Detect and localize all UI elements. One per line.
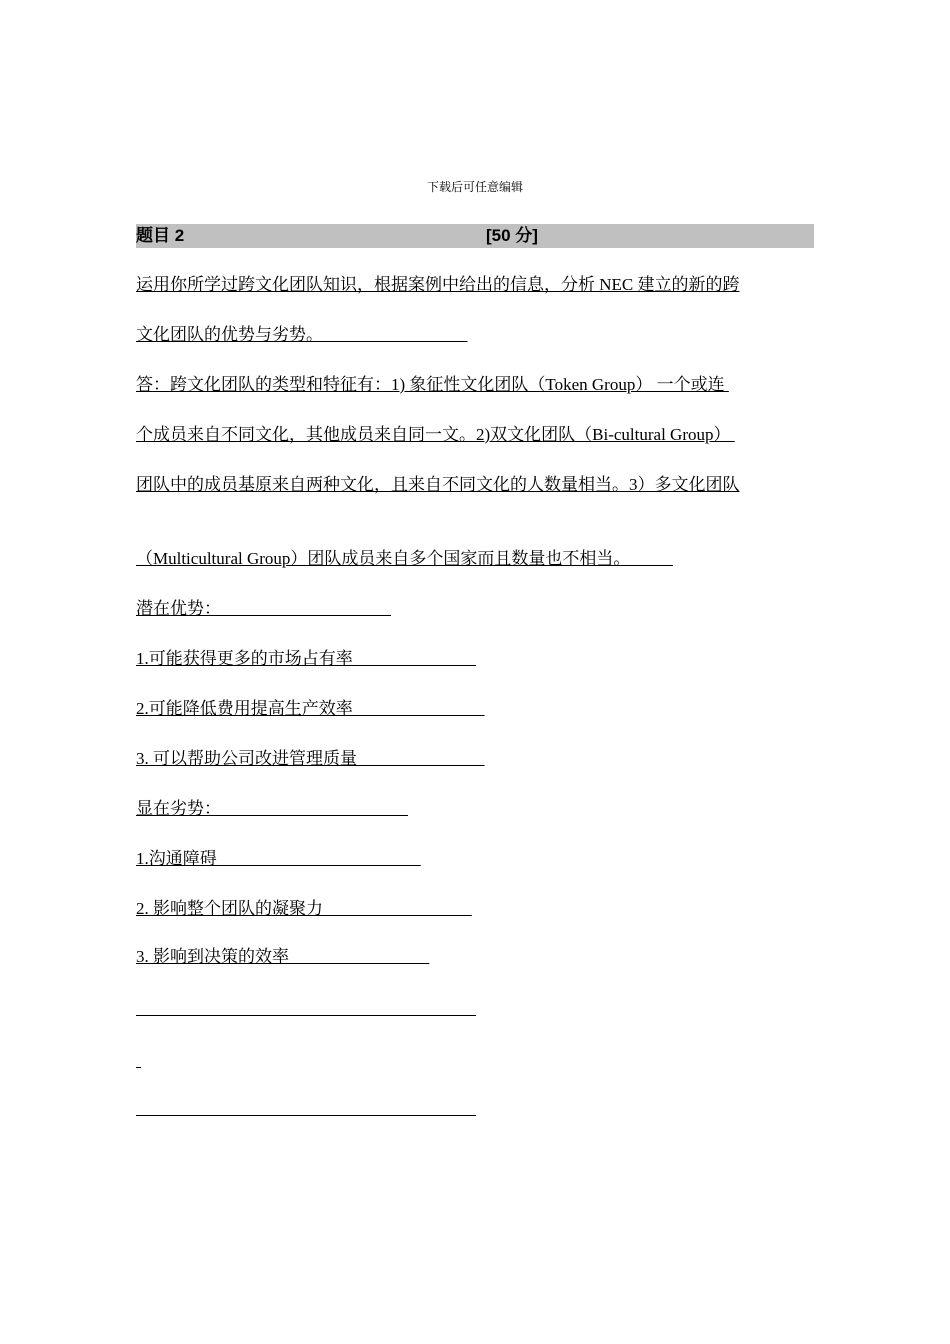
disadvantage-item: 3. 影响到决策的效率 (136, 947, 430, 966)
question-label: 题目 2 (136, 226, 185, 245)
answer-line-4: （Multicultural Group）团队成员来自多个国家而且数量也不相当。 (136, 549, 673, 568)
blank-dash (136, 1067, 141, 1068)
blank-line (136, 1015, 476, 1016)
answer-line-1: 答：跨文化团队的类型和特征有：1) 象征性文化团队（Token Group） 一个或连 (136, 375, 729, 394)
advantage-item: 1.可能获得更多的市场占有率 (136, 649, 476, 668)
answer-line-2: 个成员来自不同文化，其他成员来自同一文。2)双文化团队（Bi-cultural Group） (136, 425, 735, 444)
question-score: [50 分] (486, 226, 538, 245)
prompt-line-2: 文化团队的优势与劣势。 (136, 325, 468, 344)
header-note: 下载后可任意编辑 (426, 180, 523, 194)
blank-line (136, 1115, 476, 1116)
advantage-item: 2.可能降低费用提高生产效率 (136, 699, 485, 718)
advantage-item: 3. 可以帮助公司改进管理质量 (136, 749, 485, 768)
answer-line-3: 团队中的成员基原来自两种文化，且来自不同文化的人数量相当。3）多文化团队 (136, 475, 740, 494)
disadvantage-item: 1.沟通障碍 (136, 849, 421, 868)
disadvantages-heading: 显在劣势： (136, 799, 408, 818)
prompt-line-1: 运用你所学过跨文化团队知识，根据案例中给出的信息，分析 NEC 建立的新的跨 (136, 275, 740, 294)
disadvantage-item: 2. 影响整个团队的凝聚力 (136, 899, 472, 918)
question-title-bar (136, 224, 814, 248)
advantages-heading: 潜在优势： (136, 599, 391, 618)
